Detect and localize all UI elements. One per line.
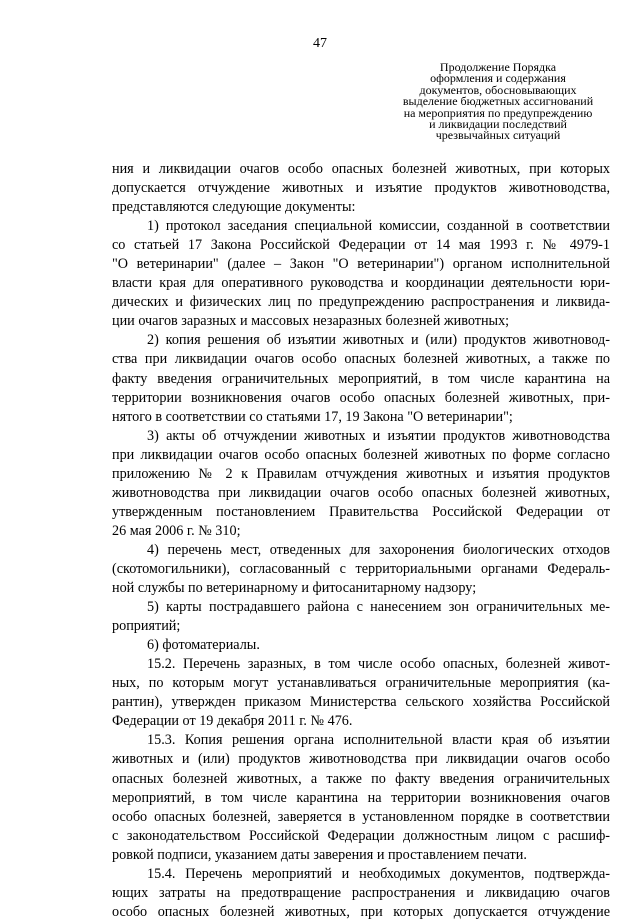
text-line: представляются следующие документы: xyxy=(112,199,356,216)
text-line: власти края для оперативного руководства и координации деятельности юри- xyxy=(112,275,610,292)
text-line: допускается отчуждение животных и изъятие продуктов животноводства, xyxy=(112,180,610,197)
text-line: "О ветеринарии" (далее – Закон "О ветеринарии") органом исполнительной xyxy=(112,256,610,273)
text-line: ровкой подписи, указанием даты заверения и проставлением печати. xyxy=(112,846,527,863)
header-note-line: и ликвидации последствий xyxy=(429,117,567,132)
text-line: 26 мая 2006 г. № 310; xyxy=(112,522,241,539)
header-note-line: документов, обосновывающих xyxy=(419,82,577,97)
text-line: 3) акты об отчуждении животных и изъятии продуктов животноводства xyxy=(147,427,610,444)
text-line: при ликвидации очагов особо опасных болезней животных по форме согласно xyxy=(112,446,610,463)
header-note xyxy=(378,62,618,142)
text-line: 4) перечень мест, отведенных для захоронения биологических отходов xyxy=(147,541,610,558)
text-line: приложению № 2 к Правилам отчуждения животных и изъятия продуктов xyxy=(112,465,610,482)
header-note-line: выделение бюджетных ассигнований xyxy=(402,94,594,109)
text-line: животных и (или) продуктов животноводства при ликвидации очагов особо xyxy=(112,751,610,768)
body-text xyxy=(112,160,610,922)
text-line: факту введения ограничительных мероприятий, в том числе карантина на xyxy=(112,370,610,387)
text-line: особо опасных болезней, заверяется в установленном порядке в соответствии xyxy=(112,808,610,825)
header-note-line: на мероприятия по предупреждению xyxy=(403,105,593,120)
text-line: со статьей 17 Закона Российской Федерации от 14 мая 1993 г. № 4979-1 xyxy=(112,237,610,254)
text-line: утвержденным постановлением Правительства Российской Федерации от xyxy=(112,503,610,520)
text-line: ющих затраты на предотвращение распространения и ликвидацию очагов xyxy=(112,884,610,901)
text-line: 15.2. Перечень заразных, в том числе особо опасных, болезней живот- xyxy=(147,656,610,673)
page-number: 47 xyxy=(313,36,327,51)
text-line: (скотомогильники), согласованный с территориальными органами Федераль- xyxy=(112,560,610,577)
text-line: 1) протокол заседания специальной комиссии, созданной в соответствии xyxy=(147,218,610,235)
header-note-line: Продолжение Порядка xyxy=(439,60,557,74)
text-line: 2) копия решения об изъятии животных и (или) продуктов животновод- xyxy=(147,332,610,349)
text-line: опасных болезней животных, а также по факту введения ограничительных xyxy=(112,770,610,787)
text-line: нятого в соответствии со статьями 17, 19 Закона "О ветеринарии"; xyxy=(112,408,513,425)
text-line: ства при ликвидации очагов особо опасных болезней животных, а также по xyxy=(112,351,610,368)
text-line: 5) карты пострадавшего района с нанесением зон ограничительных ме- xyxy=(147,599,610,616)
text-line: особо опасных болезней животных, при которых допускается отчуждение xyxy=(112,903,610,920)
text-line: ных, по которым могут устанавливаться ограничительные мероприятия (ка- xyxy=(112,675,610,692)
text-line: с законодательством Российской Федерации должностным лицом с расшиф- xyxy=(112,827,610,844)
text-line: животноводства при ликвидации очагов особо опасных болезней животных, xyxy=(112,484,610,501)
text-line: ции очагов заразных и массовых незаразных болезней животных; xyxy=(112,313,510,330)
text-line: дических и физических лиц по предупреждению распространения и ликвида- xyxy=(112,294,610,311)
text-line: территории возникновения очагов особо опасных болезней животных, при- xyxy=(112,389,610,406)
text-line: ния и ликвидации очагов особо опасных болезней животных, при которых xyxy=(112,161,610,177)
text-line: ной службы по ветеринарному и фитосанитарному надзору; xyxy=(112,580,477,597)
text-line: 15.4. Перечень мероприятий и необходимых документов, подтвержда- xyxy=(147,865,610,882)
text-line: Федерации от 19 декабря 2011 г. № 476. xyxy=(112,713,353,730)
text-line: 6) фотоматериалы. xyxy=(147,637,260,654)
header-note-line: чрезвычайных ситуаций xyxy=(435,128,561,143)
text-line: рантин), утвержден приказом Министерства сельского хозяйства Российской xyxy=(112,694,610,711)
text-line: 15.3. Копия решения органа исполнительной власти края об изъятии xyxy=(147,732,610,749)
text-line: роприятий; xyxy=(112,618,181,635)
text-line: мероприятий, в том числе карантина на территории возникновения очагов xyxy=(112,789,610,806)
header-note-line: оформления и содержания xyxy=(430,71,566,86)
